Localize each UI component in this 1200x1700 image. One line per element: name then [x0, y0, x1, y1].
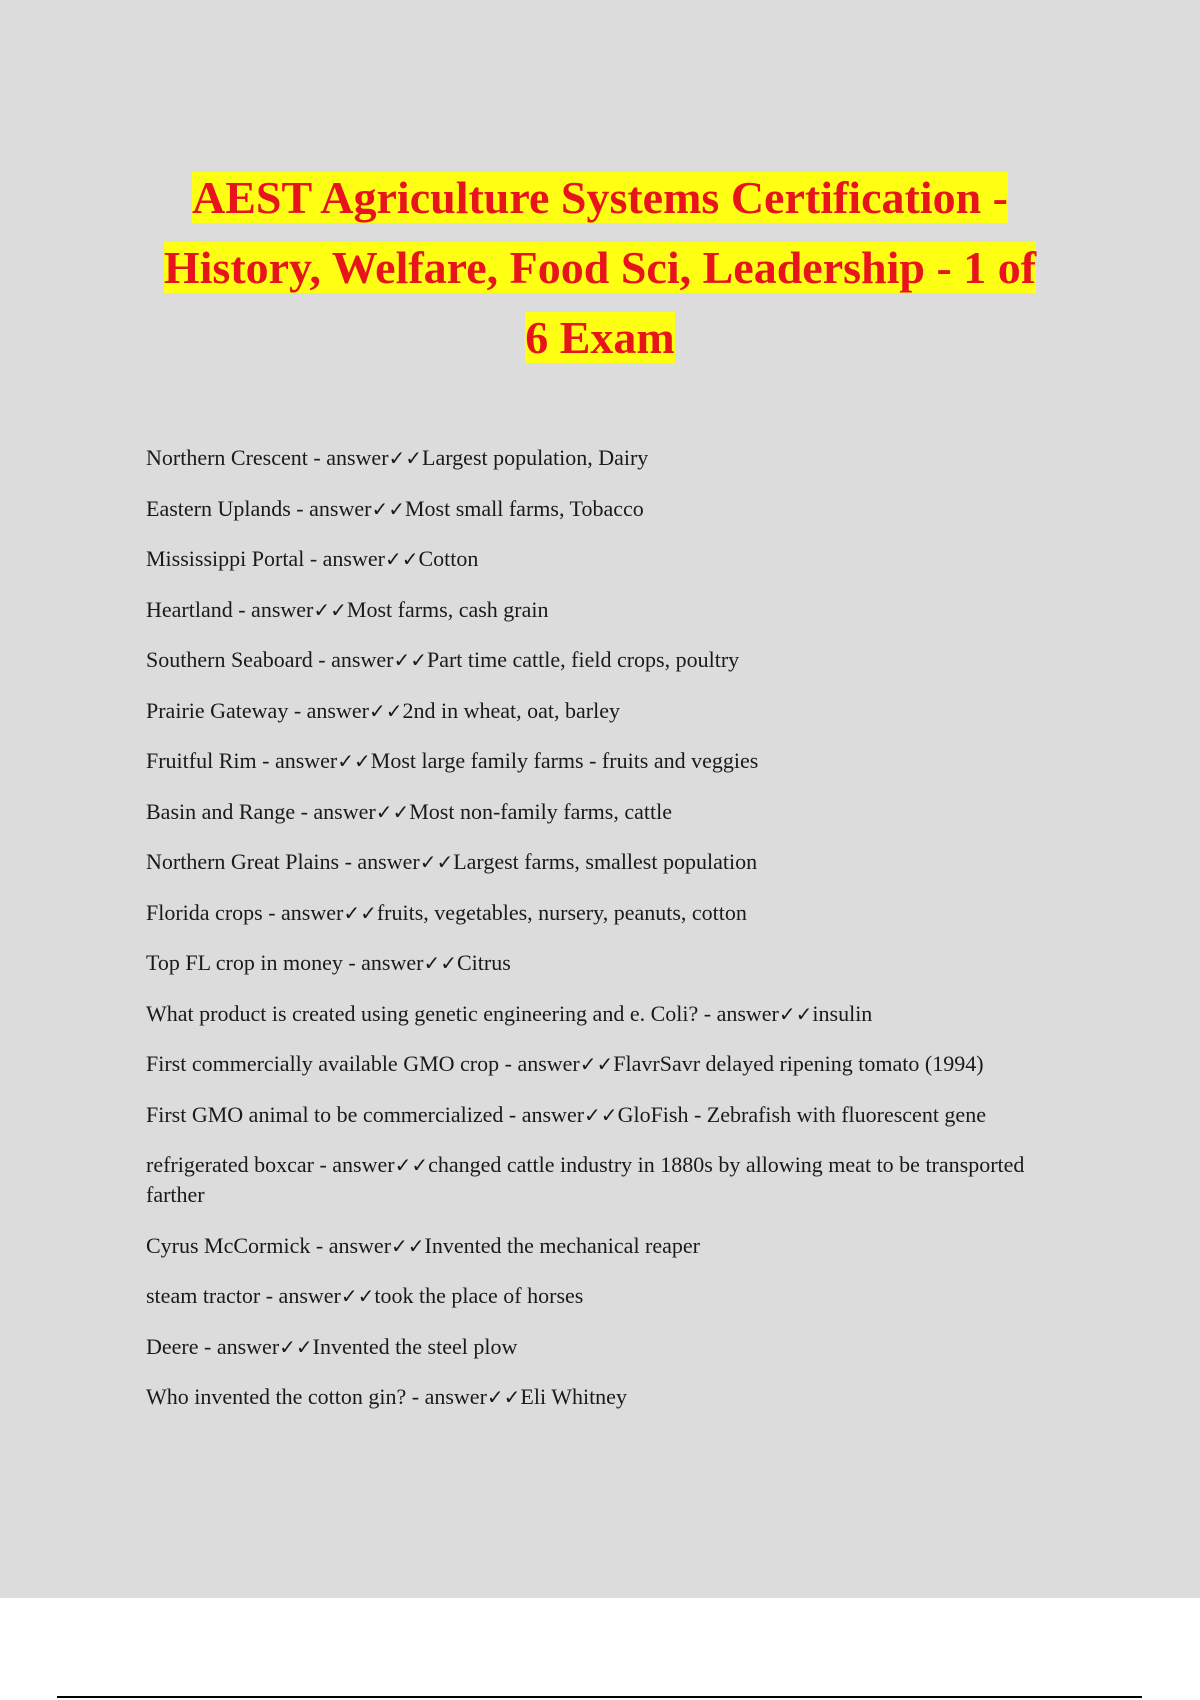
document-title: [120, 168, 1080, 378]
qa-answer: Citrus: [457, 950, 511, 975]
qa-item: [146, 544, 1086, 574]
double-check-icon: ✓✓: [279, 1334, 313, 1359]
qa-term: steam tractor: [146, 1283, 261, 1308]
qa-answer: Most farms, cash grain: [346, 596, 549, 622]
double-check-icon: ✓✓: [368, 698, 403, 723]
qa-separator: - answer: [499, 1051, 580, 1076]
qa-term: Mississippi Portal: [146, 546, 305, 571]
qa-term: What product is created using genetic engineering and e. Coli?: [146, 1000, 699, 1026]
qa-answer: changed cattle industry in 1880s by allowing meat to be transported farther: [146, 1152, 1025, 1207]
qa-answer: Most small farms, Tobacco: [404, 495, 644, 521]
qa-separator: - answer: [312, 647, 394, 672]
qa-item: [146, 1049, 1086, 1079]
qa-answer: Largest farms, smallest population: [453, 849, 758, 874]
qa-separator: - answer: [406, 1384, 487, 1409]
double-check-icon: ✓✓: [343, 900, 377, 925]
qa-item: [146, 948, 1086, 978]
qa-item: [146, 797, 1086, 827]
qa-term: First commercially available GMO crop: [146, 1051, 500, 1076]
double-check-icon: ✓✓: [391, 1233, 425, 1258]
qa-separator: - answer: [304, 546, 385, 571]
qa-item: [146, 494, 1086, 524]
double-check-icon: ✓✓: [778, 1001, 813, 1026]
qa-answer: took the place of horses: [374, 1283, 584, 1308]
qa-term: First GMO animal to be commercialized: [146, 1101, 504, 1127]
double-check-icon: ✓✓: [388, 446, 423, 470]
qa-answer: Largest population, Dairy: [422, 445, 649, 470]
qa-item: [146, 999, 1086, 1029]
qa-answer: Cotton: [418, 546, 479, 571]
qa-separator: - answer: [288, 697, 369, 723]
qa-item: [146, 1332, 1086, 1362]
qa-separator: - answer: [290, 495, 372, 521]
double-check-icon: ✓✓: [579, 1052, 614, 1076]
double-check-icon: ✓✓: [340, 1284, 375, 1308]
qa-answer: Eli Whitney: [520, 1384, 627, 1409]
qa-item: [146, 1382, 1086, 1412]
qa-term: Northern Great Plains: [146, 849, 340, 874]
title-line: 6 Exam: [525, 312, 675, 363]
qa-separator: - answer: [698, 1000, 779, 1026]
qa-answer: Invented the mechanical reaper: [424, 1232, 700, 1258]
qa-item: [146, 1100, 1086, 1130]
qa-term: Cyrus McCormick: [146, 1232, 311, 1258]
qa-answer: GloFish - Zebrafish with fluorescent gene: [617, 1101, 986, 1127]
qa-item: [146, 645, 1086, 675]
double-check-icon: ✓✓: [423, 951, 457, 975]
qa-term: Heartland: [146, 596, 233, 622]
qa-separator: - answer: [313, 1152, 395, 1177]
qa-item: [146, 1281, 1086, 1311]
qa-answer: 2nd in wheat, oat, barley: [402, 697, 620, 723]
qa-item: [146, 1231, 1086, 1261]
qa-separator: - answer: [503, 1101, 585, 1127]
double-check-icon: ✓✓: [486, 1385, 521, 1409]
qa-item: [146, 746, 1086, 776]
qa-item: [146, 1150, 1086, 1210]
qa-answer: Most large family farms - fruits and veggies: [370, 748, 759, 773]
qa-separator: - answer: [295, 798, 376, 824]
qa-answer: insulin: [812, 1000, 873, 1026]
qa-answer: Most non-family farms, cattle: [409, 798, 672, 824]
double-check-icon: ✓✓: [375, 799, 410, 824]
double-check-icon: ✓✓: [313, 597, 347, 622]
qa-separator: - answer: [307, 445, 389, 470]
footer-divider: [57, 1696, 1142, 1698]
title-line: AEST Agriculture Systems Certification -: [191, 172, 1008, 223]
double-check-icon: ✓✓: [393, 648, 427, 672]
qa-separator: - answer: [256, 748, 338, 773]
qa-answer: FlavrSavr delayed ripening tomato (1994): [613, 1051, 984, 1076]
qa-term: Eastern Uplands: [146, 495, 291, 521]
qa-term: Southern Seaboard: [146, 647, 313, 672]
qa-term: Fruitful Rim: [146, 748, 257, 773]
qa-term: refrigerated boxcar: [146, 1152, 314, 1177]
qa-term: Who invented the cotton gin?: [146, 1384, 407, 1409]
title-line: History, Welfare, Food Sci, Leadership - 1 of: [163, 242, 1037, 293]
qa-item: [146, 696, 1086, 726]
qa-item: [146, 443, 1086, 473]
qa-separator: - answer: [262, 899, 344, 925]
double-check-icon: ✓✓: [371, 496, 405, 521]
qa-separator: - answer: [232, 596, 314, 622]
double-check-icon: ✓✓: [419, 850, 454, 874]
qa-answer: Part time cattle, field crops, poultry: [426, 647, 740, 672]
double-check-icon: ✓✓: [384, 547, 419, 571]
double-check-icon: ✓✓: [337, 749, 371, 773]
qa-separator: - answer: [342, 950, 424, 975]
qa-separator: - answer: [310, 1232, 392, 1258]
qa-answer: fruits, vegetables, nursery, peanuts, cotton: [376, 899, 747, 925]
qa-answer: Invented the steel plow: [312, 1333, 518, 1359]
qa-separator: - answer: [198, 1333, 280, 1359]
qa-separator: - answer: [339, 849, 420, 874]
qa-term: Prairie Gateway: [146, 697, 289, 723]
qa-separator: - answer: [260, 1283, 341, 1308]
qa-item: [146, 847, 1086, 877]
qa-term: Northern Crescent: [146, 445, 308, 470]
qa-term: Basin and Range: [146, 798, 296, 824]
qa-term: Florida crops: [146, 899, 263, 925]
double-check-icon: ✓✓: [584, 1102, 618, 1127]
qa-term: Deere: [146, 1333, 199, 1359]
qa-term: Top FL crop in money: [146, 950, 343, 975]
qa-item: [146, 595, 1086, 625]
qa-list: [146, 443, 1086, 1433]
qa-item: [146, 898, 1086, 928]
double-check-icon: ✓✓: [394, 1153, 429, 1177]
